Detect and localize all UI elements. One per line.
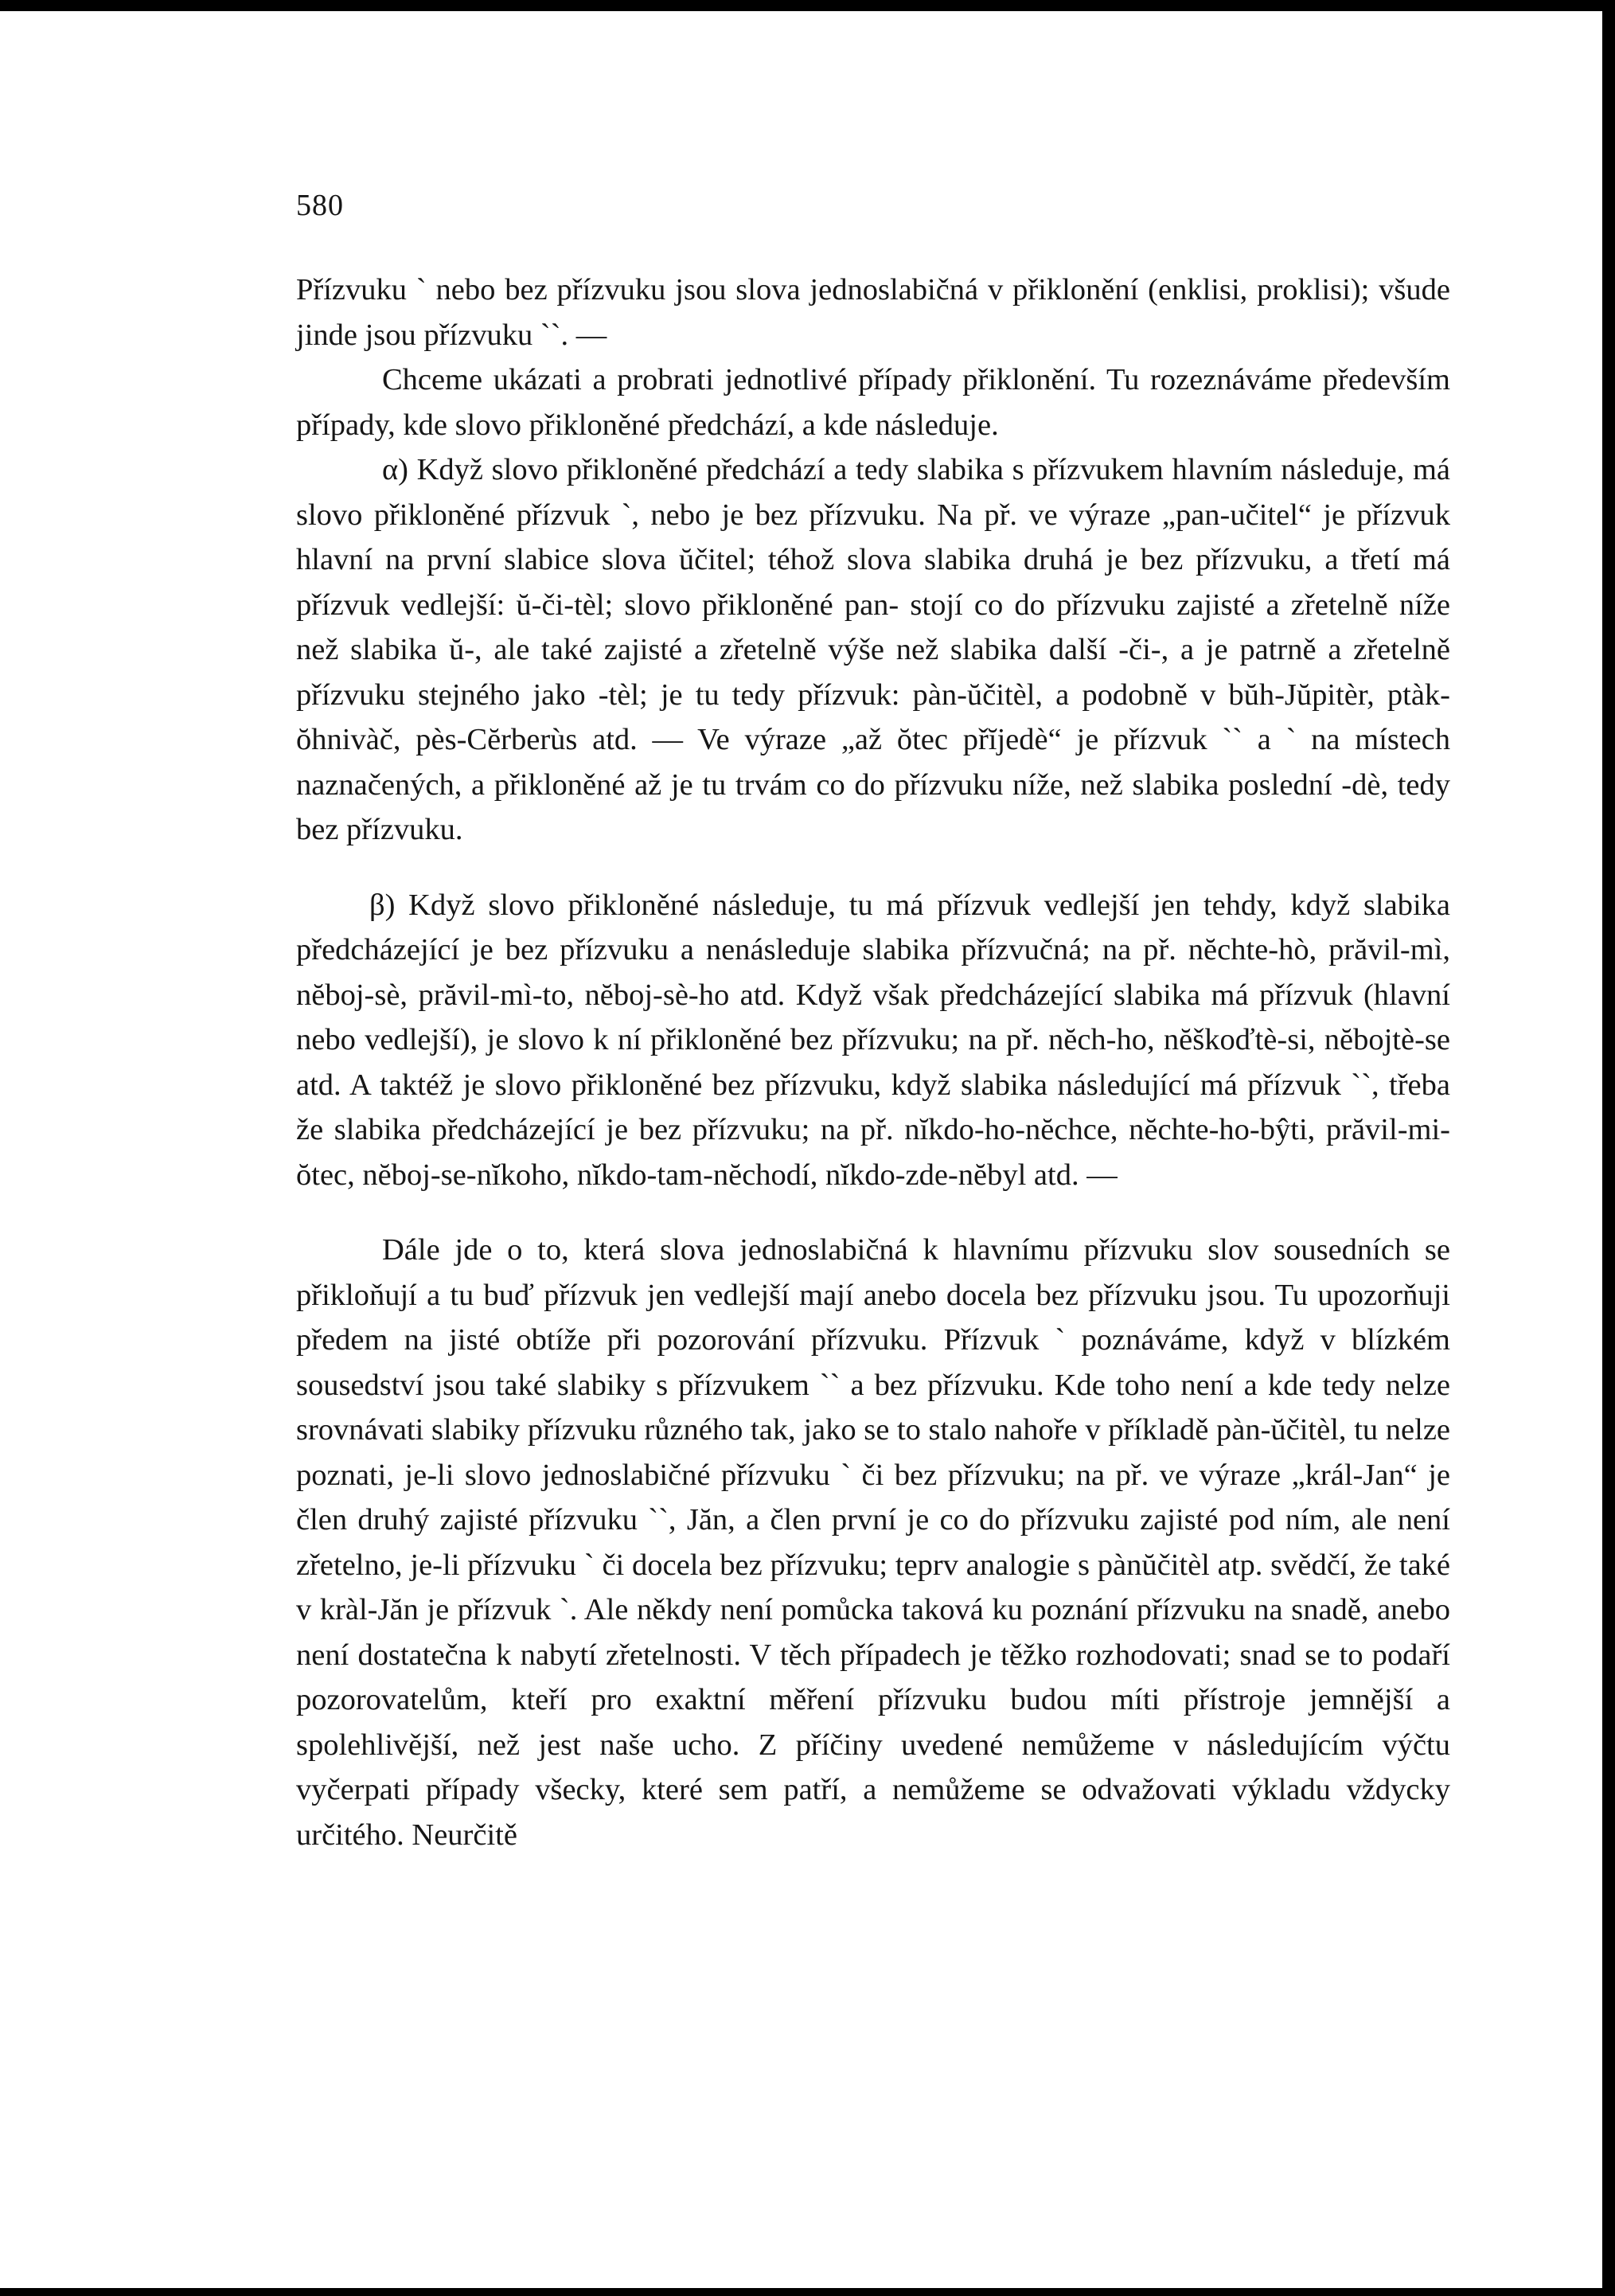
scan-edge-bottom <box>0 2288 1615 2296</box>
paragraph-5: Dále jde o to, která slova jednoslabičná k hlavnímu přízvuku slov sousedních se přikloňují a tu buď přízvuk jen vedlejší mají anebo docela bez přízvuku jsou. Tu upozorňuji předem na jisté obtíže při pozorování přízvuku. Přízvuk ` poznáváme, když v blízkém sousedství jsou také slabiky s přízvukem `` a bez přízvuku. Kde toho není a kde tedy nelze srovnávati slabiky přízvuku různého tak, jako se to stalo nahoře v příkladě pàn-ŭčitèl, tu nelze poznati, je-li slovo jednoslabičné přízvuku ` či bez přízvuku; na př. ve výraze „král-Jan“ je člen druhý zajisté přízvuku ``, Jăn, a člen první je co do přízvuku zajisté pod ním, ale není zřetelno, je-li přízvuku ` či docela bez přízvuku; teprv analogie s pànŭčitèl atp. svědčí, že také v kràl-Jăn je přízvuk `. Ale někdy není pomůcka taková ku poznání přízvuku na snadě, anebo není dostatečna k nabytí zřetelnosti. V těch případech je těžko rozhodovati; snad se to podaří pozorovatelům, kteří pro exaktní měření přízvuku budou míti přístroje jemnější a spolehlivější, než jest naše ucho. Z příčiny uvedené nemůžeme v následujícím výčtu vyčerpati případy všecky, které sem patří, a nemůžeme se odvažovati výkladu vždycky určitého. Neurčitě <box>296 1233 1450 1852</box>
scan-edge-right <box>1602 0 1615 2296</box>
paragraph-2: Chceme ukázati a probrati jednotlivé případy přiklonění. Tu rozeznáváme především případy, kde slovo přikloněné předchází, a kde následuje. <box>296 363 1450 442</box>
paragraph-1: Přízvuku ` nebo bez přízvuku jsou slova jednoslabičná v přiklonění (enklisi, proklisi); všude jinde jsou přízvuku ``. — <box>296 273 1450 352</box>
page-number: 580 <box>296 189 344 222</box>
page-text <box>296 267 1450 1857</box>
paragraph-alpha: α) Když slovo přikloněné předchází a tedy slabika s přízvukem hlavním následuje, má slovo přikloněné přízvuk `, nebo je bez přízvuku. Na př. ve výraze „pan-učitel“ je přízvuk hlavní na první slabice slova ŭčitel; téhož slova slabika druhá je bez přízvuku, a třetí má přízvuk vedlejší: ŭ-či-tèl; slovo přikloněné pan- stojí co do přízvuku zajisté a zřetelně níže než slabika ŭ-, ale také zajisté a zřetelně výše než slabika další -či-, a je patrně a zřetelně přízvuku stejného jako -tèl; je tu tedy přízvuk: pàn-ŭčitèl, a podobně v bŭh-Jŭpitèr, ptàk-ŏhnivàč, pès-Cĕrberùs atd. — Ve výraze „až ŏtec přĭjedè“ je přízvuk `` a ` na místech naznačených, a přikloněné až je tu trvám co do přízvuku níže, než slabika poslední -dè, tedy bez přízvuku. <box>296 453 1450 846</box>
scan-edge-top <box>0 0 1615 11</box>
book-page <box>296 188 1450 1857</box>
paragraph-beta: β) Když slovo přikloněné následuje, tu má přízvuk vedlejší jen tehdy, když slabika předcházející je bez přízvuku a nenásleduje slabika přízvučná; na př. nĕchte-hò, prăvil-mì, nĕboj-sè, prăvil-mì-to, nĕboj-sè-ho atd. Když však předcházející slabika má přízvuk (hlavní nebo vedlejší), je slovo k ní přikloněné bez přízvuku; na př. nĕch-ho, nĕškoďtè-si, nĕbojtè-se atd. A taktéž je slovo přikloněné bez přízvuku, když slabika následující má přízvuk ``, třeba že slabika předcházející je bez přízvuku; na př. nĭkdo-ho-nĕchce, nĕchte-ho-bŷti, prăvil-mi-ŏtec, nĕboj-se-nĭkoho, nĭkdo-tam-nĕchodí, nĭkdo-zde-nĕbyl atd. — <box>296 888 1450 1192</box>
